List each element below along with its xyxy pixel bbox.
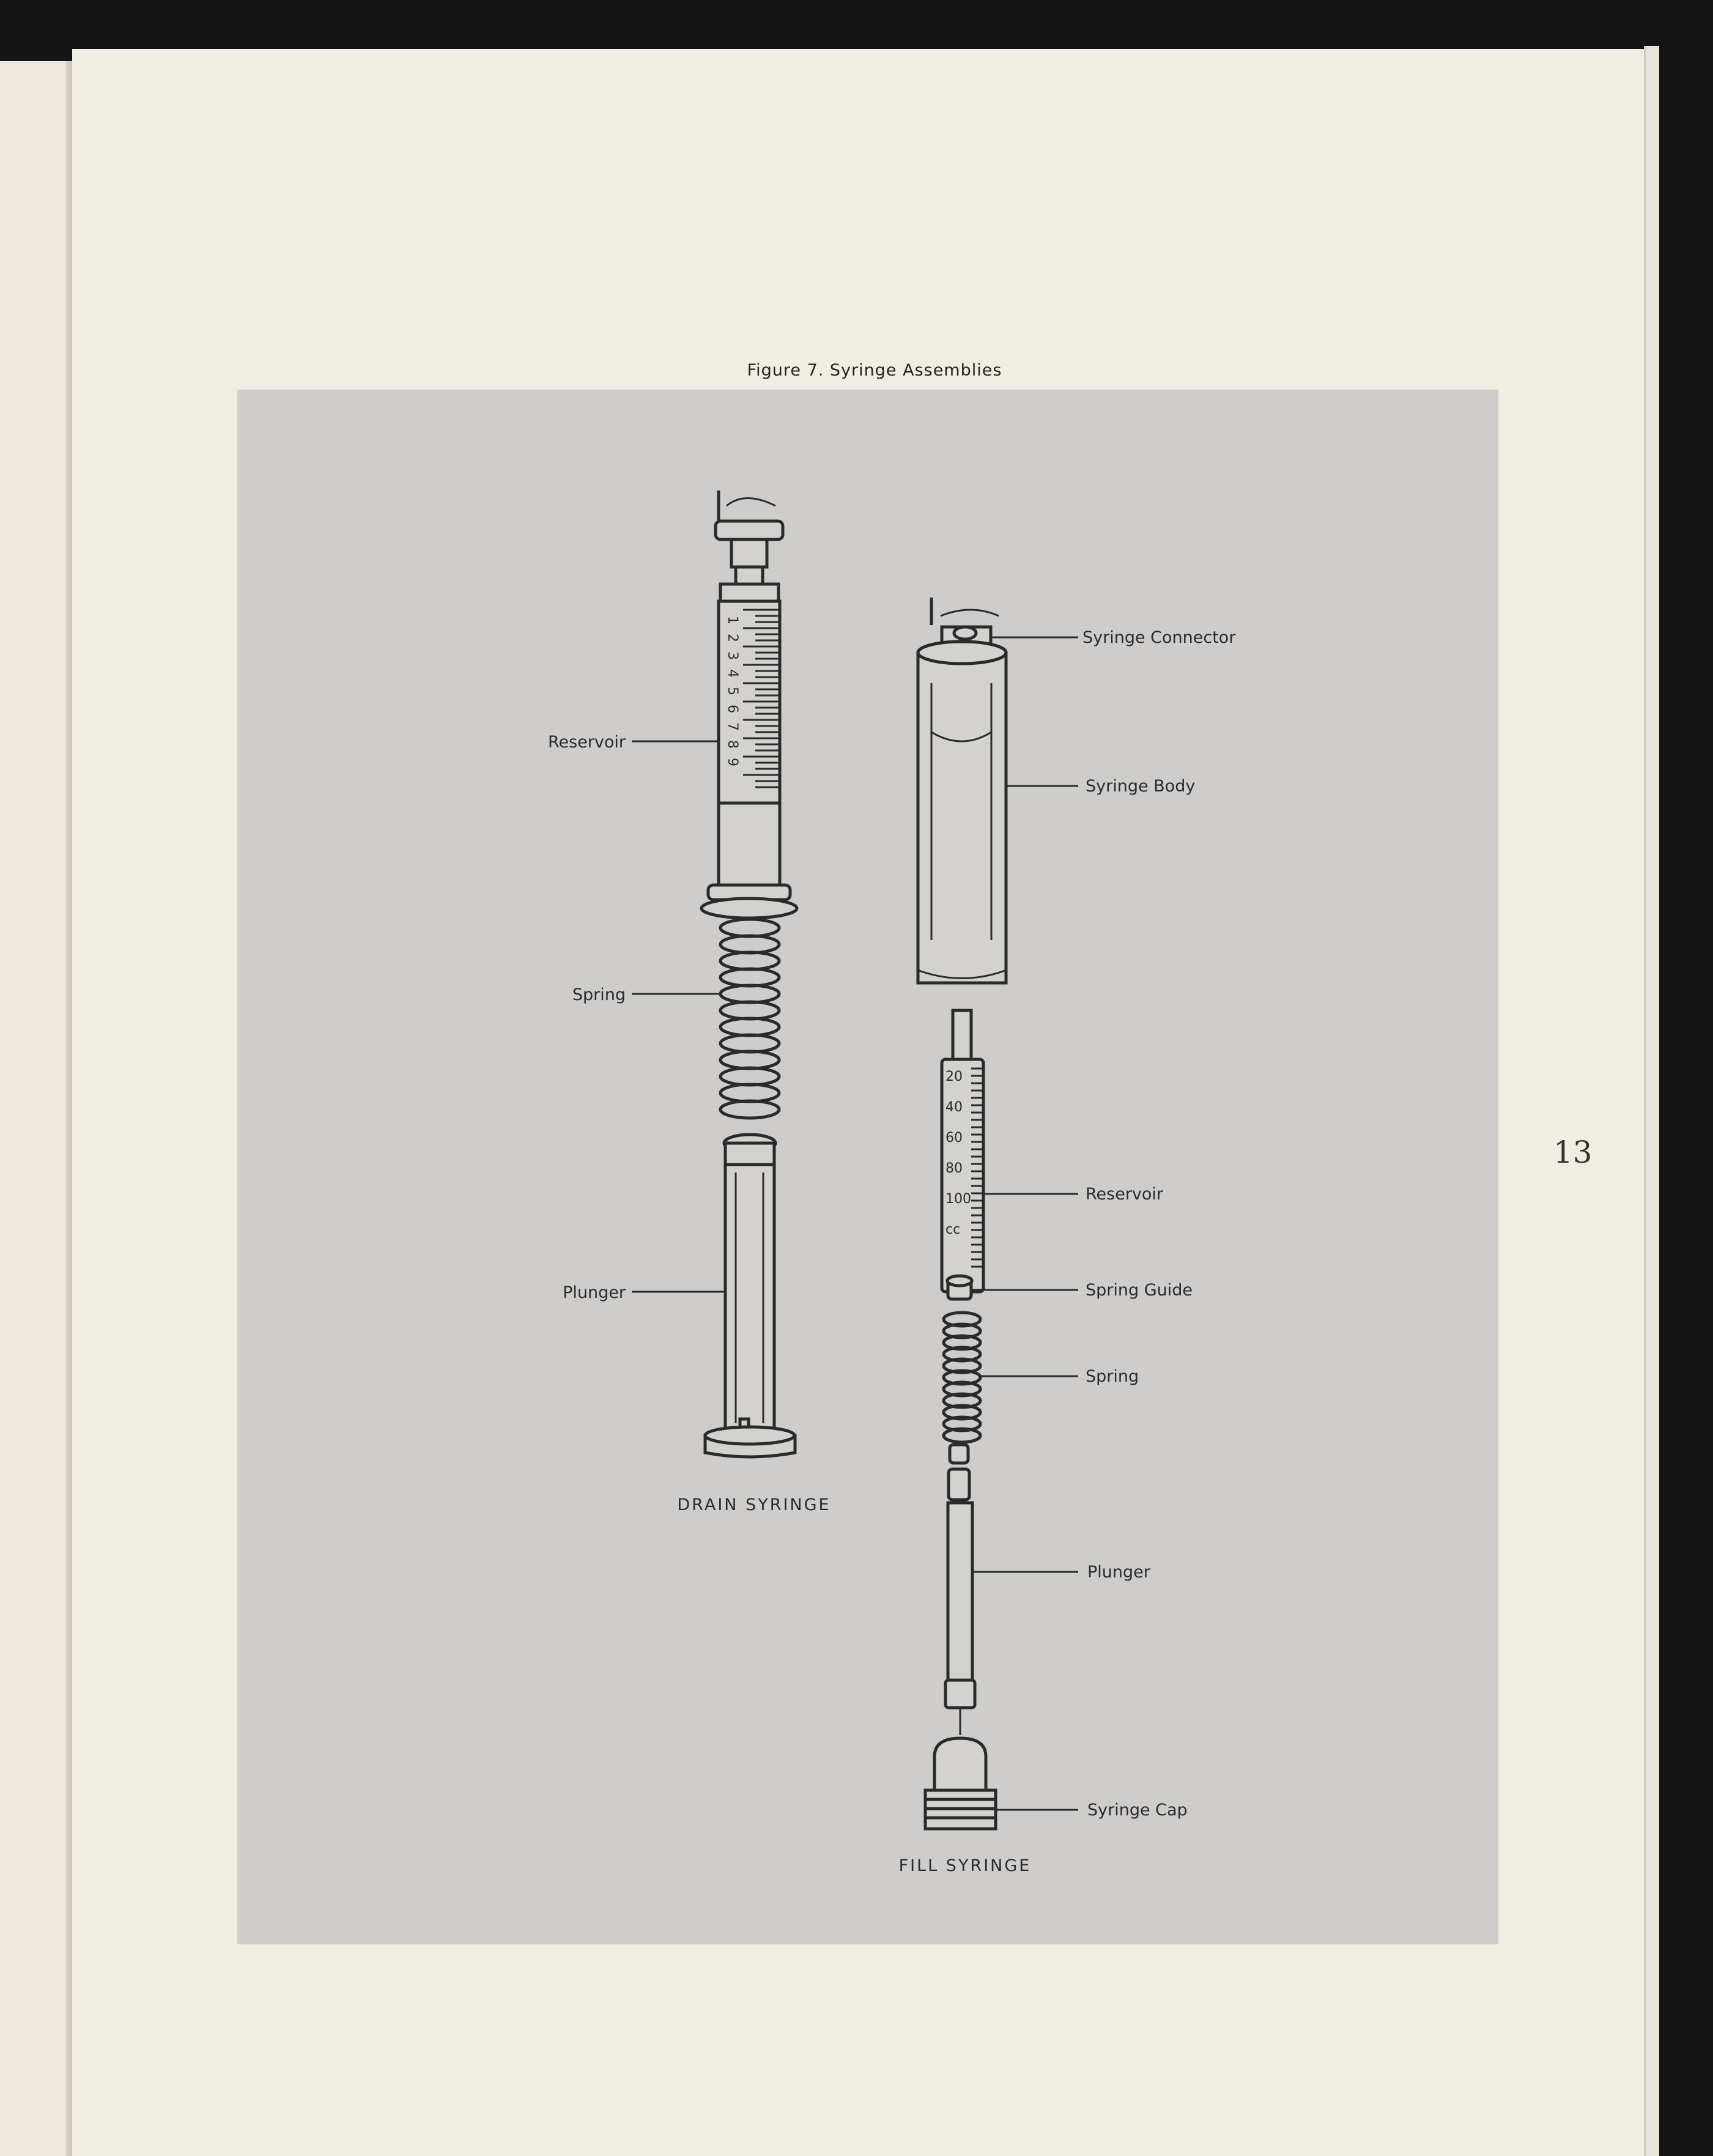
- drain-graduation-label: 2: [725, 634, 740, 642]
- fill-spring: [944, 1313, 980, 1442]
- drain-plunger: [705, 1135, 795, 1457]
- drain-reservoir: [701, 584, 797, 918]
- drain-syringe-title: DRAIN SYRINGE: [677, 1495, 831, 1514]
- drain-reservoir-label: Reservoir: [547, 733, 626, 752]
- drain-graduation-label: 8: [725, 740, 740, 749]
- syringe-diagram: [237, 390, 1498, 1944]
- fill-syringe-cap: [925, 1738, 996, 1829]
- drain-graduation-label: 5: [725, 687, 740, 695]
- drain-spring-coil: [720, 1101, 779, 1118]
- drain-spring: [720, 919, 779, 1118]
- drain-syringe: [548, 491, 831, 1514]
- fill-graduation-label: 80: [945, 1161, 963, 1176]
- drain-graduation-label: 1: [725, 616, 740, 624]
- drain-plunger-label: Plunger: [563, 1283, 626, 1302]
- fill-spring-guide: [947, 1276, 972, 1299]
- page-edge: [1644, 46, 1659, 2156]
- drain-graduation-label: 9: [725, 758, 740, 766]
- fill-syringe-title: FILL SYRINGE: [898, 1856, 1032, 1875]
- drain-graduation-label: 3: [725, 651, 740, 660]
- fill-graduation-label: 100: [945, 1191, 971, 1207]
- drain-graduation-label: 7: [725, 722, 740, 731]
- drain-syringe-connector: [716, 491, 783, 584]
- fill-syringe-cap-label: Syringe Cap: [1087, 1801, 1188, 1820]
- drain-graduation-label: 6: [725, 705, 740, 713]
- drain-spring-label: Spring: [572, 985, 626, 1004]
- drain-spring-coil: [720, 936, 779, 953]
- figure-caption: Figure 7. Syringe Assemblies: [747, 361, 1002, 380]
- fill-graduation-label: 60: [945, 1130, 963, 1146]
- page-number: 13: [1553, 1135, 1593, 1170]
- fill-graduation-label: cc: [945, 1222, 961, 1237]
- fill-graduation-label: 20: [945, 1069, 963, 1084]
- fill-syringe-body-label: Syringe Body: [1086, 777, 1196, 796]
- drain-spring-coil: [720, 1002, 779, 1019]
- figure-plate: [237, 390, 1498, 1944]
- fill-syringe-connector: [931, 598, 999, 646]
- drain-graduation-label: 4: [725, 669, 740, 678]
- fill-reservoir: [942, 1010, 983, 1292]
- drain-spring-coil: [720, 1068, 779, 1085]
- fill-syringe-connector-label: Syringe Connector: [1082, 628, 1236, 647]
- drain-spring-coil: [720, 985, 779, 1002]
- fill-syringe: [899, 598, 1237, 1875]
- fill-reservoir-label: Reservoir: [1086, 1185, 1164, 1204]
- drain-spring-coil: [720, 1018, 779, 1035]
- drain-spring-coil: [720, 952, 779, 969]
- drain-spring-coil: [720, 1035, 779, 1052]
- drain-spring-coil: [720, 1051, 779, 1069]
- fill-graduation-label: 40: [945, 1100, 963, 1115]
- fill-plunger: [945, 1445, 975, 1735]
- drain-spring-coil: [720, 969, 779, 986]
- drain-spring-coil: [720, 919, 779, 936]
- left-page: [0, 61, 70, 2156]
- fill-spring-label: Spring: [1086, 1367, 1139, 1386]
- fill-spring-guide-label: Spring Guide: [1086, 1281, 1193, 1300]
- fill-plunger-label: Plunger: [1087, 1563, 1150, 1582]
- fill-syringe-body: [918, 642, 1006, 983]
- drain-spring-coil: [720, 1084, 779, 1102]
